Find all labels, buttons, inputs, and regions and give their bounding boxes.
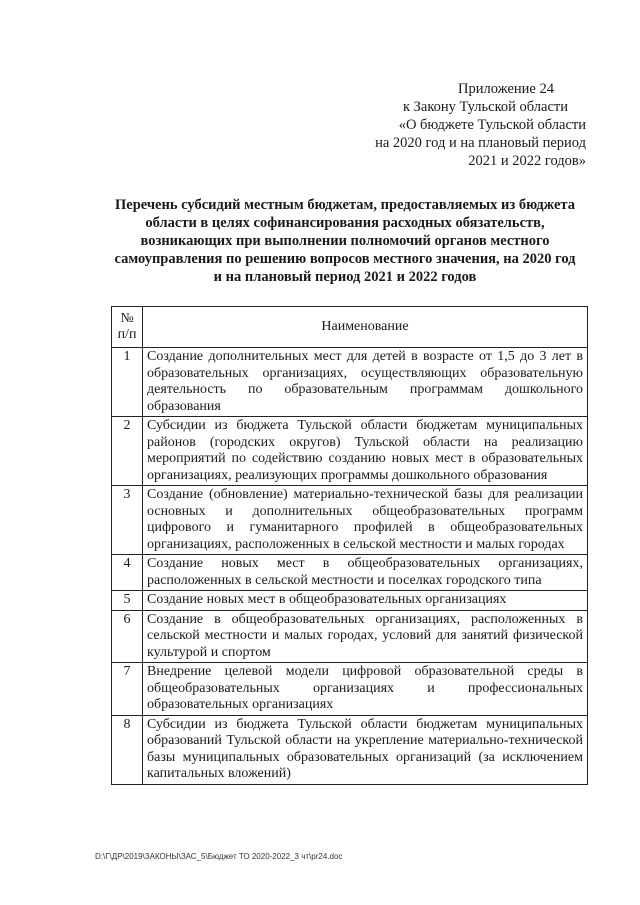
annex-block (375, 80, 586, 170)
table-row (112, 591, 588, 611)
annex-law-title-line3: 2021 и 2022 годов» (468, 153, 586, 169)
row-name: Создание новых мест в общеобразовательных организациях, расположенных в сельской местности и поселках городского типа (143, 555, 588, 591)
row-number: 7 (112, 663, 143, 716)
table-row (112, 486, 588, 555)
row-number: 3 (112, 486, 143, 555)
row-name: Создание новых мест в общеобразовательных организациях (143, 591, 588, 611)
row-number: 8 (112, 715, 143, 784)
row-name: Создание в общеобразовательных организациях, расположенных в сельской местности и малых городах, условий для занятий физической культурой и спортом (143, 610, 588, 663)
table-row (112, 715, 588, 784)
annex-law-title-line2: на 2020 год и на плановый период (375, 135, 586, 151)
title-line: самоуправления по решению вопросов местного значения, на 2020 год (114, 251, 576, 267)
row-name: Создание дополнительных мест для детей в возрасте от 1,5 до 3 лет в образовательных организациях, осуществляющих образовательную деятельность по образовательным программам дошкольного образования (143, 348, 588, 417)
table-row (112, 663, 588, 716)
row-number: 1 (112, 348, 143, 417)
row-name: Внедрение целевой модели цифровой образовательной среды в общеобразовательных организациях и профессиональных образовательных организациях (143, 663, 588, 716)
row-number: 4 (112, 555, 143, 591)
row-number: 6 (112, 610, 143, 663)
row-number: 2 (112, 417, 143, 486)
title-line: возникающих при выполнении полномочий органов местного (140, 233, 550, 249)
file-path-footer: D:\Г\ДР\2019\ЗАКОНЫ\ЗАС_5\Бюджет ТО 2020-2022_3 чт\pr24.doc (95, 852, 343, 861)
table-row (112, 348, 588, 417)
row-number: 5 (112, 591, 143, 611)
row-name: Субсидии из бюджета Тульской области бюджетам муниципальных образований Тульской области на укрепление материально-технической базы муниципальных образовательных организаций (за исключением капитальных вложений) (143, 715, 588, 784)
column-header-name: Наименование (143, 307, 588, 348)
annex-number: Приложение 24 (458, 81, 554, 97)
annex-law-reference: к Закону Тульской области (402, 99, 568, 115)
title-line: и на плановый период 2021 и 2022 годов (213, 269, 477, 285)
title-line: Перечень субсидий местным бюджетам, предоставляемых из бюджета (115, 197, 575, 213)
subsidies-table (111, 306, 588, 785)
table-header-row (112, 307, 588, 348)
document-title (100, 196, 590, 286)
table-row (112, 555, 588, 591)
column-header-number: № п/п (112, 307, 143, 348)
table-row (112, 610, 588, 663)
row-name: Создание (обновление) материально-технической базы для реализации основных и дополнительных общеобразовательных программ цифрового и гуманитарного профилей в общеобразовательных организациях, расположенных в сельской местности и малых городах (143, 486, 588, 555)
table-row (112, 417, 588, 486)
row-name: Субсидии из бюджета Тульской области бюджетам муниципальных районов (городских округов) Тульской области на реализацию мероприятий по содействию созданию новых мест в образовательных организациях, реализующих программы дошкольного образования (143, 417, 588, 486)
annex-law-title-line1: «О бюджете Тульской области (398, 117, 586, 133)
title-line: области в целях софинансирования расходных обязательств, (145, 215, 545, 231)
